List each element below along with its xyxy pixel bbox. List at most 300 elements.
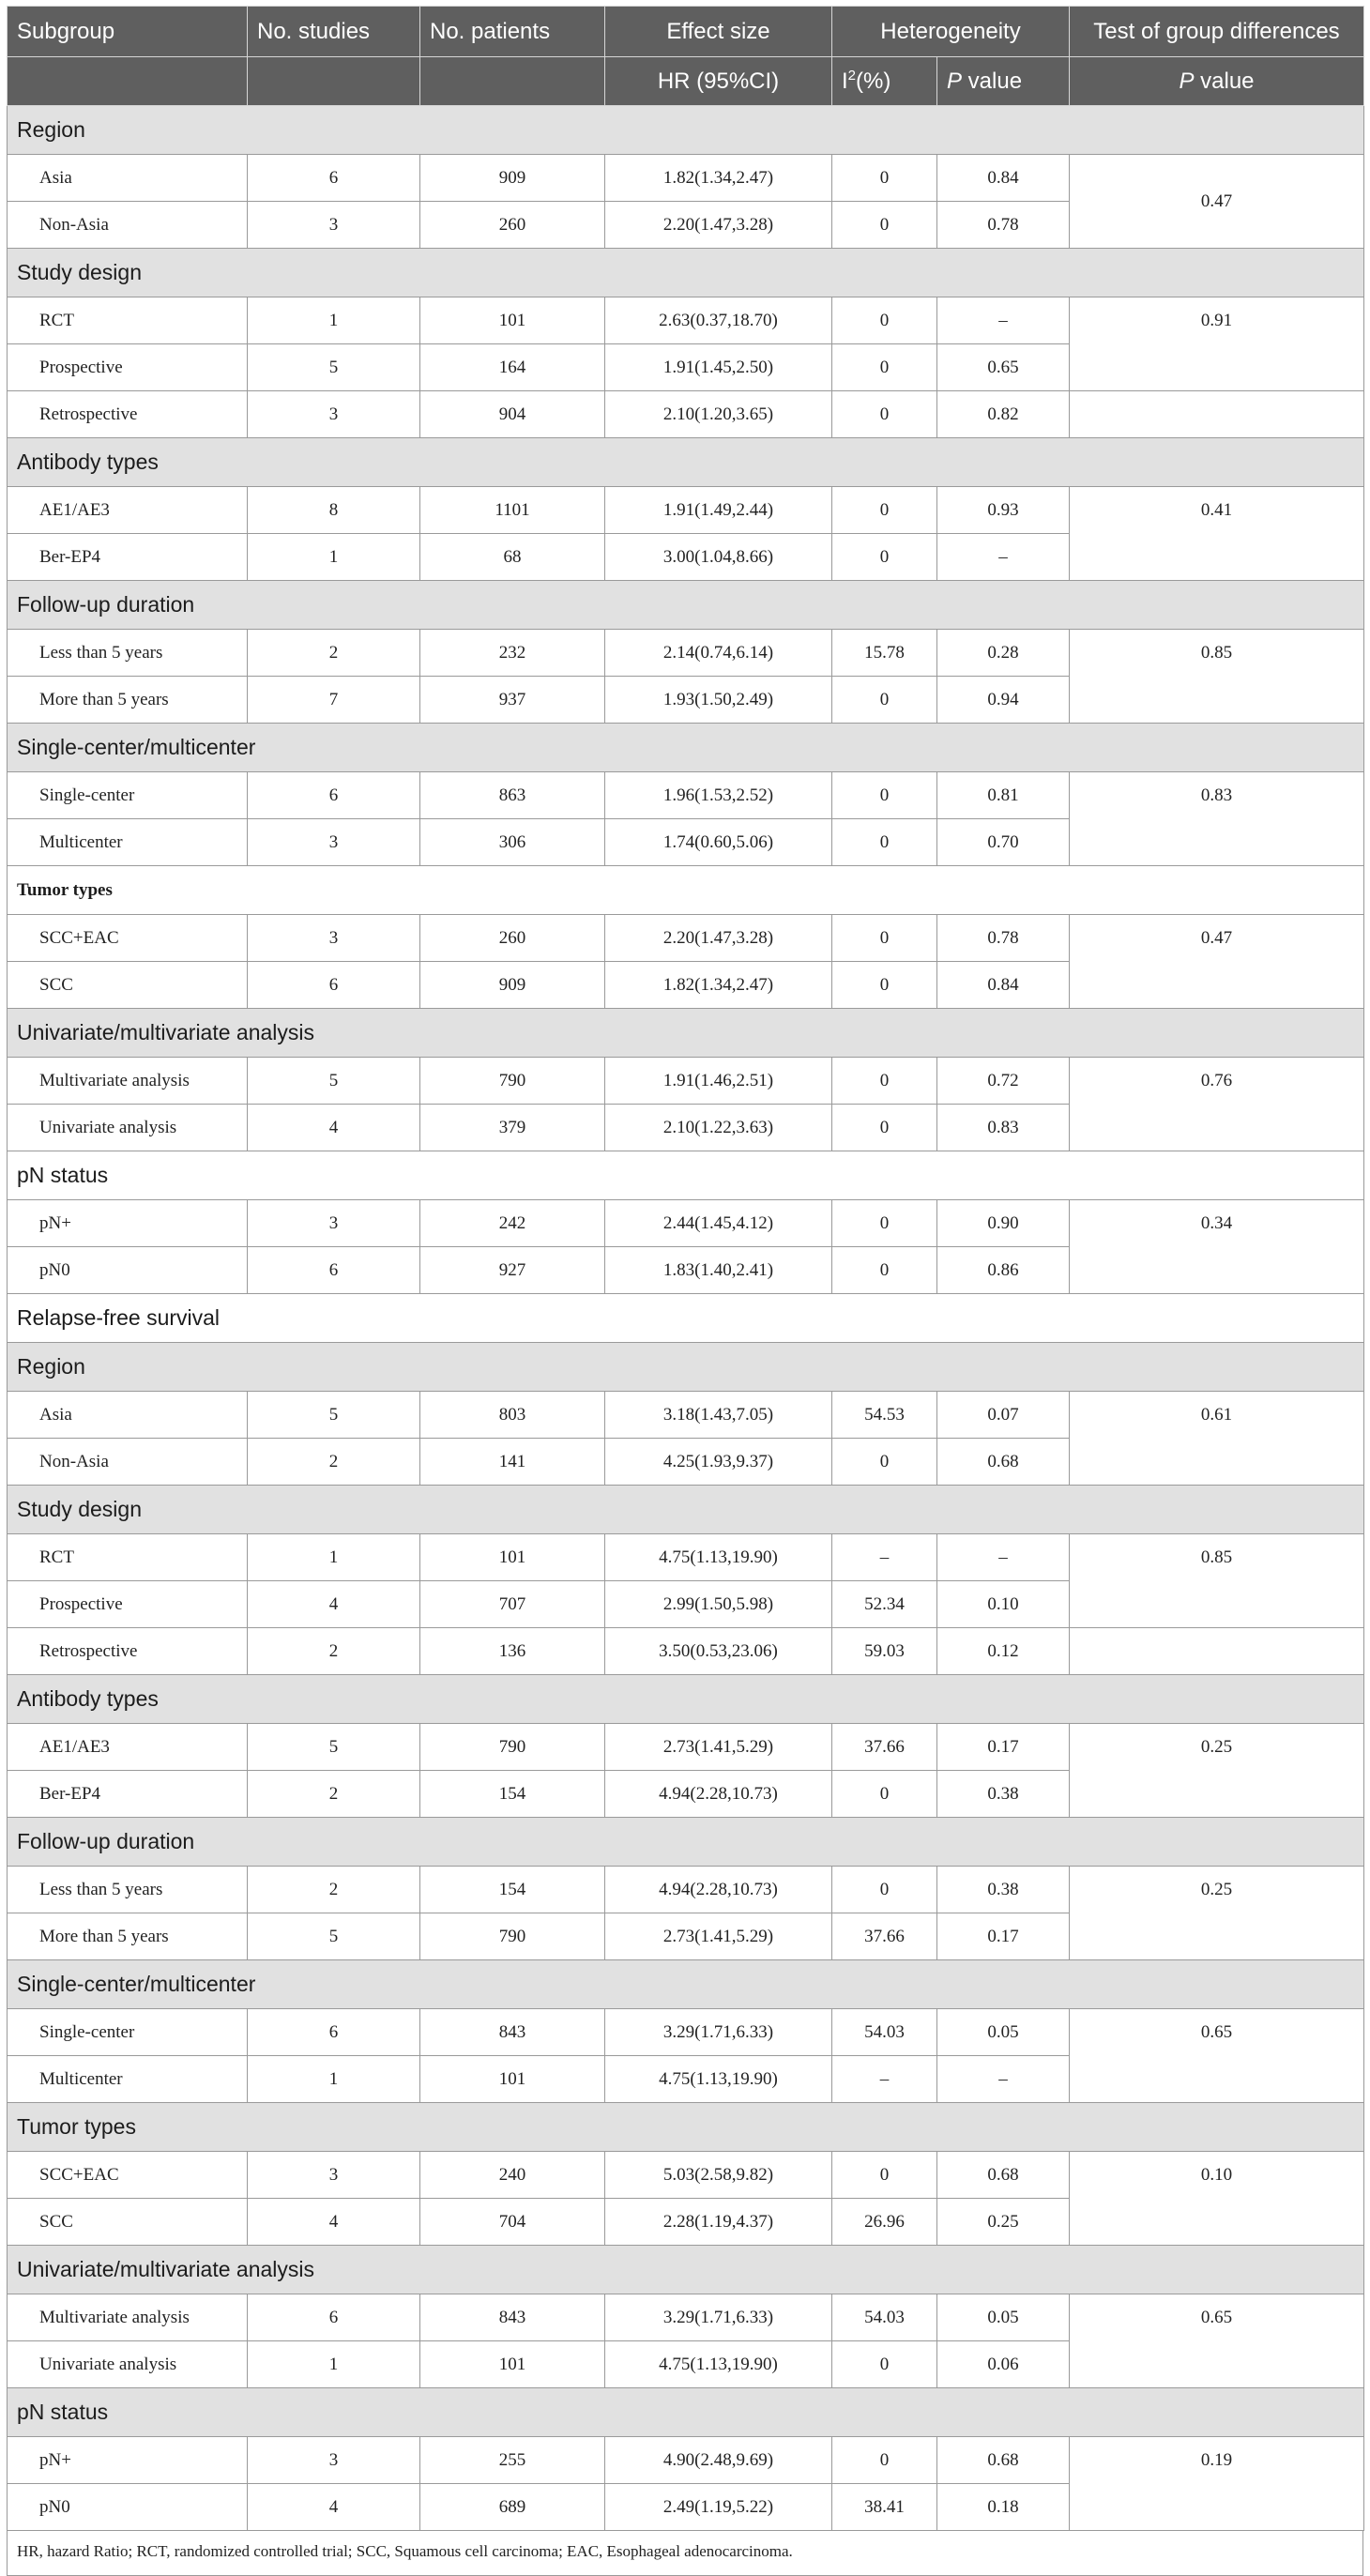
table-row (8, 1247, 1364, 1294)
subgroup-name: Multivariate analysis (8, 1058, 248, 1105)
subgroup-name: RCT (8, 1534, 248, 1581)
group-header-row (8, 2246, 1364, 2294)
subgroup-name: Prospective (8, 344, 248, 391)
subgroup-name: pN+ (8, 1200, 248, 1247)
table-row (8, 1392, 1364, 1439)
hr-ci-cell: 2.10(1.22,3.63) (605, 1105, 832, 1151)
p-value-cell: 0.70 (937, 819, 1070, 866)
i2-cell: 0 (832, 344, 937, 391)
no-patients-cell: 232 (420, 630, 605, 677)
group-header-row (8, 438, 1364, 487)
no-studies-cell: 2 (248, 1867, 420, 1913)
group-p-value-empty (1070, 534, 1364, 581)
hr-ci-cell: 2.28(1.19,4.37) (605, 2199, 832, 2246)
no-studies-cell: 4 (248, 1581, 420, 1628)
table-footnote: HR, hazard Ratio; RCT, randomized controlled trial; SCC, Squamous cell carcinoma; EAC, Esophageal adenocarcinoma. (7, 2531, 1363, 2576)
no-patients-cell: 260 (420, 202, 605, 249)
header-p-value (937, 57, 1070, 106)
p-value-cell: 0.84 (937, 155, 1070, 202)
hr-ci-cell: 2.14(0.74,6.14) (605, 630, 832, 677)
group-p-value-empty (1070, 819, 1364, 866)
header-row-2 (8, 57, 1364, 106)
p-value-cell: 0.07 (937, 1392, 1070, 1439)
group-title: Region (8, 106, 1364, 155)
group-p-value-empty (1070, 1105, 1364, 1151)
no-patients-cell: 904 (420, 391, 605, 438)
i2-cell: 0 (832, 487, 937, 534)
header-group-p-value (1070, 57, 1364, 106)
p-value-cell: 0.78 (937, 915, 1070, 962)
table-row (8, 677, 1364, 724)
no-studies-cell: 3 (248, 2437, 420, 2484)
table-row (8, 915, 1364, 962)
subgroup-name: RCT (8, 297, 248, 344)
no-studies-cell: 2 (248, 1628, 420, 1675)
table-row (8, 1628, 1364, 1675)
no-studies-cell: 6 (248, 1247, 420, 1294)
hr-ci-cell: 1.91(1.45,2.50) (605, 344, 832, 391)
i2-cell: 0 (832, 677, 937, 724)
header-empty-2 (248, 57, 420, 106)
subgroup-name: SCC (8, 962, 248, 1009)
group-p-value-empty (1070, 1439, 1364, 1486)
no-studies-cell: 6 (248, 772, 420, 819)
no-patients-cell: 260 (420, 915, 605, 962)
group-p-value-cell: 0.34 (1070, 1200, 1364, 1247)
group-title: Tumor types (8, 866, 1364, 915)
i2-cell: 0 (832, 534, 937, 581)
i2-cell: 0 (832, 1058, 937, 1105)
p-value-cell: 0.78 (937, 202, 1070, 249)
no-patients-cell: 154 (420, 1867, 605, 1913)
hr-ci-cell: 4.75(1.13,19.90) (605, 1534, 832, 1581)
i2-cell: 0 (832, 2341, 937, 2388)
group-header-row (8, 1343, 1364, 1392)
group-title: Antibody types (8, 438, 1364, 487)
hr-ci-cell: 4.25(1.93,9.37) (605, 1439, 832, 1486)
i2-cell: 37.66 (832, 1913, 937, 1960)
table-row (8, 2484, 1364, 2531)
i2-cell: 0 (832, 2437, 937, 2484)
group-header-row (8, 1151, 1364, 1200)
i2-cell: 0 (832, 155, 937, 202)
group-p-value-empty (1070, 677, 1364, 724)
table-body (8, 106, 1364, 2531)
group-p-value-cell: 0.61 (1070, 1392, 1364, 1439)
subgroup-name: Prospective (8, 1581, 248, 1628)
group-p-value-empty (1070, 2484, 1364, 2531)
table-row (8, 2294, 1364, 2341)
group-p-value-empty (1070, 1913, 1364, 1960)
subgroup-name: Multicenter (8, 819, 248, 866)
no-patients-cell: 240 (420, 2152, 605, 2199)
group-p-value-cell: 0.25 (1070, 1867, 1364, 1913)
i2-cell: – (832, 2056, 937, 2103)
group-header-row (8, 1675, 1364, 1724)
subgroup-analysis-table (7, 6, 1364, 2531)
i2-cell: 0 (832, 915, 937, 962)
hr-ci-cell: 1.74(0.60,5.06) (605, 819, 832, 866)
i2-cell: 52.34 (832, 1581, 937, 1628)
no-studies-cell: 6 (248, 2009, 420, 2056)
table-row (8, 962, 1364, 1009)
no-patients-cell: 101 (420, 297, 605, 344)
hr-ci-cell: 4.94(2.28,10.73) (605, 1867, 832, 1913)
header-i2-base: I (842, 68, 848, 94)
group-header-row (8, 581, 1364, 630)
no-patients-cell: 136 (420, 1628, 605, 1675)
group-header-row (8, 249, 1364, 297)
no-studies-cell: 1 (248, 297, 420, 344)
hr-ci-cell: 1.82(1.34,2.47) (605, 155, 832, 202)
group-p-value-empty (1070, 2056, 1364, 2103)
group-title: Single-center/multicenter (8, 724, 1364, 772)
table-row (8, 1534, 1364, 1581)
header-i2-unit: (%) (856, 68, 891, 94)
no-patients-cell: 255 (420, 2437, 605, 2484)
table-row (8, 819, 1364, 866)
subgroup-name: Retrospective (8, 391, 248, 438)
subgroup-name: Univariate analysis (8, 2341, 248, 2388)
hr-ci-cell: 3.29(1.71,6.33) (605, 2294, 832, 2341)
no-studies-cell: 6 (248, 2294, 420, 2341)
no-patients-cell: 937 (420, 677, 605, 724)
group-p-value-empty (1070, 391, 1364, 438)
no-studies-cell: 2 (248, 1439, 420, 1486)
i2-cell: 38.41 (832, 2484, 937, 2531)
group-p-value-empty (1070, 1628, 1364, 1675)
no-patients-cell: 101 (420, 2341, 605, 2388)
no-studies-cell: 7 (248, 677, 420, 724)
p-value-cell: 0.17 (937, 1913, 1070, 1960)
p-value-cell: 0.81 (937, 772, 1070, 819)
no-studies-cell: 8 (248, 487, 420, 534)
hr-ci-cell: 1.93(1.50,2.49) (605, 677, 832, 724)
header-p-italic: P (947, 68, 963, 94)
group-title: pN status (8, 1151, 1364, 1200)
group-header-row (8, 2388, 1364, 2437)
group-header-row (8, 724, 1364, 772)
p-value-cell: 0.84 (937, 962, 1070, 1009)
hr-ci-cell: 2.20(1.47,3.28) (605, 915, 832, 962)
group-header-row (8, 1009, 1364, 1058)
hr-ci-cell: 2.49(1.19,5.22) (605, 2484, 832, 2531)
table-row (8, 2437, 1364, 2484)
group-header-row (8, 1486, 1364, 1534)
hr-ci-cell: 1.83(1.40,2.41) (605, 1247, 832, 1294)
group-p-value-empty (1070, 962, 1364, 1009)
subgroup-name: Less than 5 years (8, 630, 248, 677)
p-value-cell: 0.12 (937, 1628, 1070, 1675)
hr-ci-cell: 2.44(1.45,4.12) (605, 1200, 832, 1247)
i2-cell: 0 (832, 1439, 937, 1486)
subgroup-name: Ber-EP4 (8, 534, 248, 581)
no-studies-cell: 1 (248, 2056, 420, 2103)
no-studies-cell: 3 (248, 1200, 420, 1247)
subgroup-name: Single-center (8, 772, 248, 819)
header-heterogeneity: Heterogeneity (832, 7, 1070, 57)
group-p-value-cell: 0.10 (1070, 2152, 1364, 2199)
header-no-patients: No. patients (420, 7, 605, 57)
group-title: Follow-up duration (8, 1818, 1364, 1867)
p-value-cell: – (937, 2056, 1070, 2103)
i2-cell: 0 (832, 962, 937, 1009)
table-row (8, 1581, 1364, 1628)
no-studies-cell: 5 (248, 1058, 420, 1105)
p-value-cell: 0.25 (937, 2199, 1070, 2246)
header-empty-1 (8, 57, 248, 106)
subgroup-name: Retrospective (8, 1628, 248, 1675)
i2-cell: 54.03 (832, 2294, 937, 2341)
p-value-cell: 0.06 (937, 2341, 1070, 2388)
no-patients-cell: 101 (420, 2056, 605, 2103)
group-p-value-cell: 0.47 (1070, 915, 1364, 962)
no-patients-cell: 68 (420, 534, 605, 581)
no-patients-cell: 843 (420, 2294, 605, 2341)
subgroup-name: pN+ (8, 2437, 248, 2484)
group-title: Univariate/multivariate analysis (8, 1009, 1364, 1058)
p-value-cell: 0.38 (937, 1867, 1070, 1913)
header-i2 (832, 57, 937, 106)
table-row (8, 2199, 1364, 2246)
group-title: pN status (8, 2388, 1364, 2437)
group-p-value-cell: 0.41 (1070, 487, 1364, 534)
group-title: Region (8, 1343, 1364, 1392)
group-title: Study design (8, 249, 1364, 297)
no-studies-cell: 5 (248, 344, 420, 391)
group-title: Study design (8, 1486, 1364, 1534)
group-header-row (8, 1818, 1364, 1867)
table-row (8, 1771, 1364, 1818)
p-value-cell: 0.68 (937, 2152, 1070, 2199)
hr-ci-cell: 2.99(1.50,5.98) (605, 1581, 832, 1628)
group-p-value-cell: 0.76 (1070, 1058, 1364, 1105)
subgroup-name: AE1/AE3 (8, 487, 248, 534)
hr-ci-cell: 4.90(2.48,9.69) (605, 2437, 832, 2484)
subgroup-name: Ber-EP4 (8, 1771, 248, 1818)
hr-ci-cell: 3.00(1.04,8.66) (605, 534, 832, 581)
no-patients-cell: 141 (420, 1439, 605, 1486)
p-value-cell: 0.93 (937, 487, 1070, 534)
i2-cell: 0 (832, 1200, 937, 1247)
p-value-cell: – (937, 1534, 1070, 1581)
header-no-studies: No. studies (248, 7, 420, 57)
i2-cell: 0 (832, 2152, 937, 2199)
hr-ci-cell: 1.91(1.49,2.44) (605, 487, 832, 534)
no-patients-cell: 909 (420, 155, 605, 202)
p-value-cell: 0.38 (937, 1771, 1070, 1818)
subgroup-name: Asia (8, 1392, 248, 1439)
i2-cell: 0 (832, 772, 937, 819)
i2-cell: 0 (832, 202, 937, 249)
table-row (8, 2152, 1364, 2199)
subgroup-name: Less than 5 years (8, 1867, 248, 1913)
i2-cell: 59.03 (832, 1628, 937, 1675)
p-value-cell: – (937, 297, 1070, 344)
table-row (8, 2341, 1364, 2388)
group-p-value-cell: 0.85 (1070, 1534, 1364, 1581)
table-row (8, 391, 1364, 438)
no-studies-cell: 5 (248, 1724, 420, 1771)
table-row (8, 772, 1364, 819)
p-value-cell: 0.86 (937, 1247, 1070, 1294)
table-row (8, 1058, 1364, 1105)
group-p-value-cell: 0.91 (1070, 297, 1364, 344)
p-value-cell: 0.05 (937, 2294, 1070, 2341)
hr-ci-cell: 4.75(1.13,19.90) (605, 2056, 832, 2103)
p-value-cell: 0.18 (937, 2484, 1070, 2531)
no-studies-cell: 1 (248, 1534, 420, 1581)
p-value-cell: 0.72 (937, 1058, 1070, 1105)
subgroup-name: AE1/AE3 (8, 1724, 248, 1771)
table-row (8, 2056, 1364, 2103)
i2-cell: 37.66 (832, 1724, 937, 1771)
i2-cell: – (832, 1534, 937, 1581)
subgroup-name: More than 5 years (8, 1913, 248, 1960)
table-row (8, 297, 1364, 344)
no-studies-cell: 4 (248, 2484, 420, 2531)
group-p-value-empty (1070, 1581, 1364, 1628)
no-studies-cell: 3 (248, 2152, 420, 2199)
p-value-cell: 0.05 (937, 2009, 1070, 2056)
p-value-cell: 0.83 (937, 1105, 1070, 1151)
header-group-p-italic: P (1179, 68, 1195, 94)
header-subgroup: Subgroup (8, 7, 248, 57)
group-p-value-cell: 0.47 (1070, 155, 1364, 249)
no-patients-cell: 689 (420, 2484, 605, 2531)
header-test-group-differences: Test of group differences (1070, 7, 1364, 57)
header-row-1 (8, 7, 1364, 57)
i2-cell: 54.03 (832, 2009, 937, 2056)
no-studies-cell: 6 (248, 962, 420, 1009)
hr-ci-cell: 2.63(0.37,18.70) (605, 297, 832, 344)
subgroup-name: Multicenter (8, 2056, 248, 2103)
subgroup-analysis-table-container (7, 6, 1363, 2576)
no-patients-cell: 242 (420, 1200, 605, 1247)
no-patients-cell: 704 (420, 2199, 605, 2246)
table-header (8, 7, 1364, 106)
table-row (8, 1867, 1364, 1913)
no-studies-cell: 4 (248, 2199, 420, 2246)
no-patients-cell: 843 (420, 2009, 605, 2056)
no-studies-cell: 3 (248, 819, 420, 866)
table-row (8, 155, 1364, 202)
hr-ci-cell: 1.91(1.46,2.51) (605, 1058, 832, 1105)
group-p-value-empty (1070, 1247, 1364, 1294)
p-value-cell: 0.68 (937, 2437, 1070, 2484)
group-title: Antibody types (8, 1675, 1364, 1724)
i2-cell: 54.53 (832, 1392, 937, 1439)
header-hr-ci: HR (95%CI) (605, 57, 832, 106)
hr-ci-cell: 1.96(1.53,2.52) (605, 772, 832, 819)
no-patients-cell: 927 (420, 1247, 605, 1294)
group-header-row (8, 2103, 1364, 2152)
no-patients-cell: 790 (420, 1724, 605, 1771)
group-title: Follow-up duration (8, 581, 1364, 630)
group-title: Single-center/multicenter (8, 1960, 1364, 2009)
no-studies-cell: 5 (248, 1913, 420, 1960)
subgroup-name: Non-Asia (8, 202, 248, 249)
no-studies-cell: 6 (248, 155, 420, 202)
group-p-value-cell: 0.19 (1070, 2437, 1364, 2484)
hr-ci-cell: 3.18(1.43,7.05) (605, 1392, 832, 1439)
subgroup-name: Multivariate analysis (8, 2294, 248, 2341)
p-value-cell: – (937, 534, 1070, 581)
p-value-cell: 0.10 (937, 1581, 1070, 1628)
no-studies-cell: 3 (248, 202, 420, 249)
group-p-value-cell: 0.85 (1070, 630, 1364, 677)
i2-cell: 0 (832, 1771, 937, 1818)
subgroup-name: Non-Asia (8, 1439, 248, 1486)
no-patients-cell: 803 (420, 1392, 605, 1439)
subgroup-name: SCC (8, 2199, 248, 2246)
group-title: Tumor types (8, 2103, 1364, 2152)
group-p-value-empty (1070, 344, 1364, 391)
subgroup-name: pN0 (8, 2484, 248, 2531)
no-studies-cell: 3 (248, 915, 420, 962)
group-header-row (8, 106, 1364, 155)
table-row (8, 630, 1364, 677)
subgroup-name: SCC+EAC (8, 915, 248, 962)
p-value-cell: 0.65 (937, 344, 1070, 391)
hr-ci-cell: 2.10(1.20,3.65) (605, 391, 832, 438)
table-row (8, 534, 1364, 581)
no-patients-cell: 379 (420, 1105, 605, 1151)
i2-cell: 0 (832, 297, 937, 344)
group-p-value-cell: 0.65 (1070, 2294, 1364, 2341)
p-value-cell: 0.82 (937, 391, 1070, 438)
p-value-cell: 0.17 (937, 1724, 1070, 1771)
hr-ci-cell: 3.50(0.53,23.06) (605, 1628, 832, 1675)
subgroup-name: More than 5 years (8, 677, 248, 724)
header-p-word: value (962, 68, 1023, 94)
group-p-value-cell: 0.65 (1070, 2009, 1364, 2056)
hr-ci-cell: 5.03(2.58,9.82) (605, 2152, 832, 2199)
header-empty-3 (420, 57, 605, 106)
no-patients-cell: 154 (420, 1771, 605, 1818)
table-row (8, 1200, 1364, 1247)
no-studies-cell: 1 (248, 534, 420, 581)
p-value-cell: 0.68 (937, 1439, 1070, 1486)
hr-ci-cell: 2.20(1.47,3.28) (605, 202, 832, 249)
no-studies-cell: 2 (248, 1771, 420, 1818)
i2-cell: 15.78 (832, 630, 937, 677)
p-value-cell: 0.94 (937, 677, 1070, 724)
no-studies-cell: 4 (248, 1105, 420, 1151)
no-patients-cell: 1101 (420, 487, 605, 534)
group-p-value-empty (1070, 1771, 1364, 1818)
header-group-p-word: value (1194, 68, 1255, 94)
table-row (8, 2009, 1364, 2056)
i2-cell: 0 (832, 1105, 937, 1151)
section-header-row (8, 1294, 1364, 1343)
no-studies-cell: 2 (248, 630, 420, 677)
table-row (8, 1913, 1364, 1960)
table-row (8, 1105, 1364, 1151)
hr-ci-cell: 4.75(1.13,19.90) (605, 2341, 832, 2388)
group-header-row (8, 866, 1364, 915)
table-row (8, 1439, 1364, 1486)
group-header-row (8, 1960, 1364, 2009)
no-patients-cell: 101 (420, 1534, 605, 1581)
hr-ci-cell: 4.94(2.28,10.73) (605, 1771, 832, 1818)
i2-cell: 26.96 (832, 2199, 937, 2246)
no-patients-cell: 863 (420, 772, 605, 819)
no-studies-cell: 1 (248, 2341, 420, 2388)
subgroup-name: Asia (8, 155, 248, 202)
group-p-value-empty (1070, 2341, 1364, 2388)
p-value-cell: 0.90 (937, 1200, 1070, 1247)
